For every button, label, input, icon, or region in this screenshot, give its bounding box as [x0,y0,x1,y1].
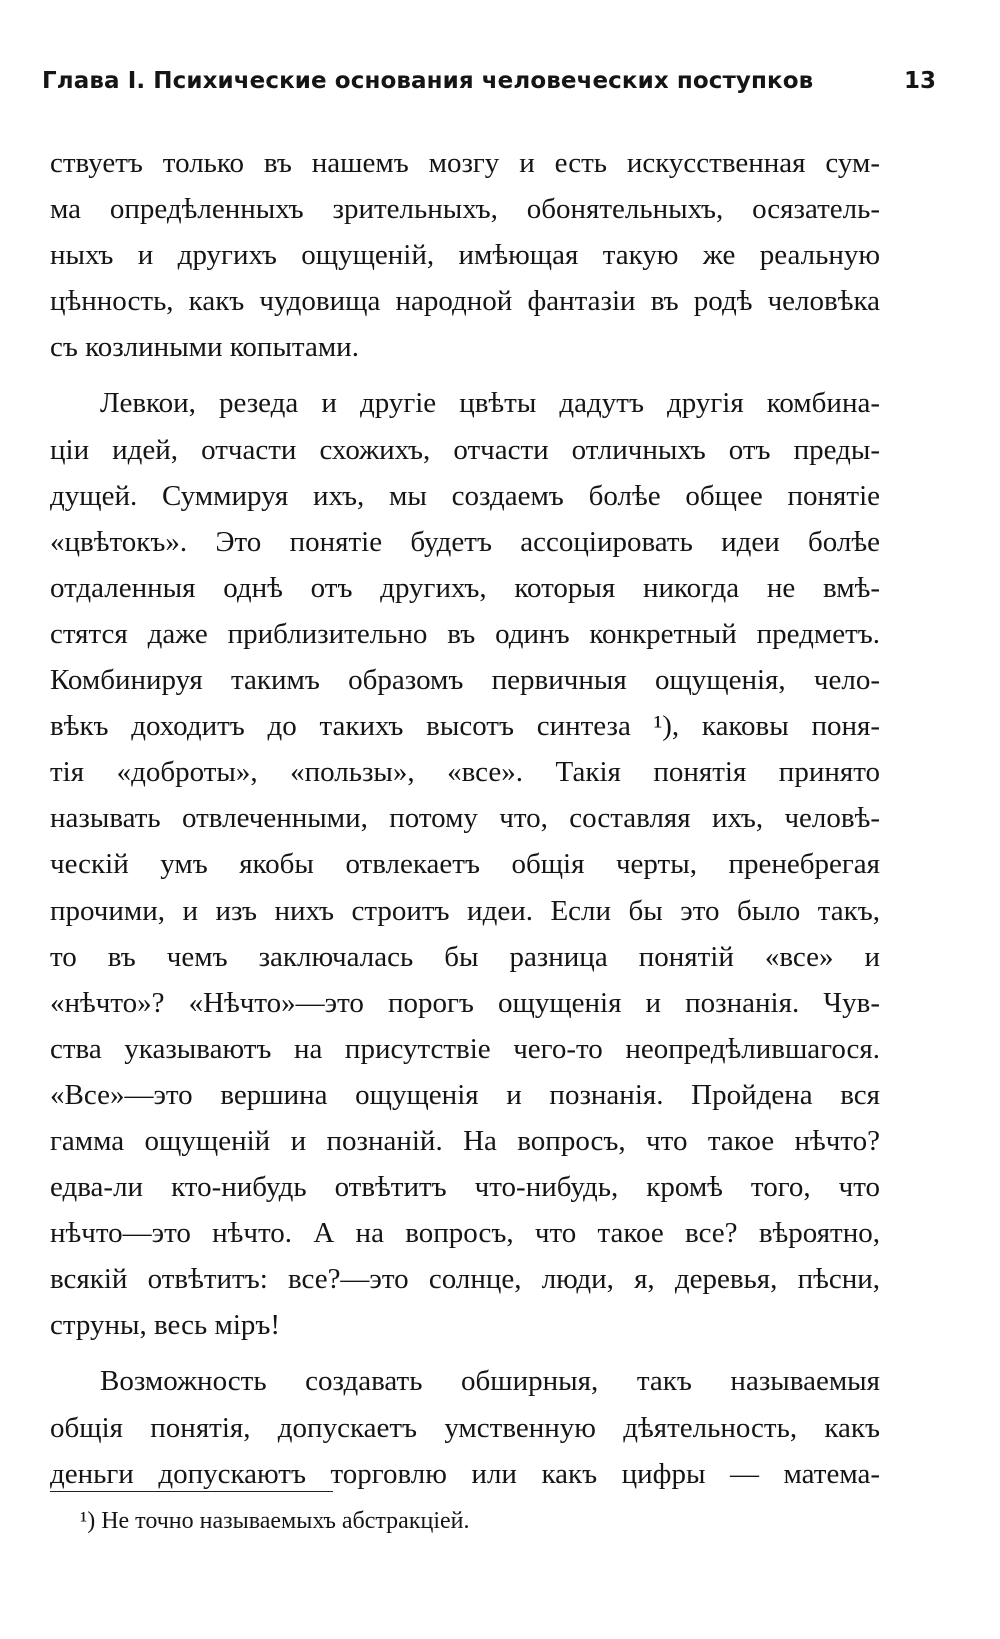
paragraph-1 [50,140,880,370]
text-line: едва-ли кто-нибудь отвѣтитъ что-нибудь, кромѣ того, что [50,1171,880,1204]
text-line: ма опредѣленныхъ зрительныхъ, обонятельныхъ, осязатель- [50,193,880,226]
text-line: отдаленныя однѣ отъ другихъ, которыя никогда не вмѣ- [50,571,880,604]
text-line: ныхъ и другихъ ощущеній, имѣющая такую же реальную [50,239,880,272]
text-line: всякій отвѣтитъ: все?—это солнце, люди, я, деревья, пѣсни, [50,1263,880,1296]
text-line: тія «доброты», «пользы», «все». Такія понятія принято [50,756,880,789]
paragraph-3 [50,1358,880,1496]
running-header [42,68,936,108]
text-line: «Все»—это вершина ощущенія и познанія. Пройдена вся [50,1078,880,1111]
text-line: струны, весь міръ! [50,1309,281,1342]
text-line: Комбинируя такимъ образомъ первичныя ощущенія, чело- [50,664,880,697]
text-line: съ козлиными копытами. [50,331,359,364]
text-line: деньги допускаютъ торговлю или какъ цифры — матема- [50,1457,880,1490]
text-line: вѣкъ доходитъ до такихъ высотъ синтеза ¹), каковы поня- [50,710,880,743]
text-line: общія понятія, допускаетъ умственную дѣятельность, какъ [50,1411,880,1444]
body-text [50,140,880,1497]
chapter-title: Глава I. Психические основания человеческих поступков [42,68,814,94]
text-line: цѣнность, какъ чудовища народной фантазіи въ родѣ человѣка [50,285,880,318]
text-line: Левкои, резеда и другіе цвѣты дадутъ другія комбина- [100,387,880,420]
footnote-divider [50,1491,333,1492]
text-line: то въ чемъ заключалась бы разница понятій «все» и [50,940,880,973]
page-number: 13 [903,68,936,94]
text-line: ствуетъ только въ нашемъ мозгу и есть искусственная сум- [50,147,880,179]
text-line: гамма ощущеній и познаній. На вопросъ, что такое нѣчто? [50,1124,880,1157]
text-line: ціи идей, отчасти схожихъ, отчасти отличныхъ отъ преды- [50,433,880,466]
text-line: прочими, и изъ нихъ строитъ идеи. Если бы это было такъ, [50,894,880,927]
text-line: «цвѣтокъ». Это понятіе будетъ ассоціировать идеи болѣе [50,525,880,558]
footnote: ¹) Не точно называемыхъ абстракціей. [80,1508,470,1534]
text-line: дущей. Суммируя ихъ, мы создаемъ болѣе общее понятіе [50,479,880,512]
text-line: ства указываютъ на присутствіе чего-то неопредѣлившагося. [50,1032,880,1065]
paragraph-2 [50,380,880,1348]
text-line: называть отвлеченными, потому что, составляя ихъ, человѣ- [50,802,880,835]
text-line: Возможность создавать обширныя, такъ называемыя [100,1365,880,1398]
text-line: стятся даже приблизительно въ одинъ конкретный предметъ. [50,617,880,650]
text-line: ческій умъ якобы отвлекаетъ общія черты, пренебрегая [50,848,880,881]
text-line: «нѣчто»? «Нѣчто»—это порогъ ощущенія и познанія. Чув- [50,986,880,1019]
text-line: нѣчто—это нѣчто. А на вопросъ, что такое все? вѣроятно, [50,1217,880,1250]
